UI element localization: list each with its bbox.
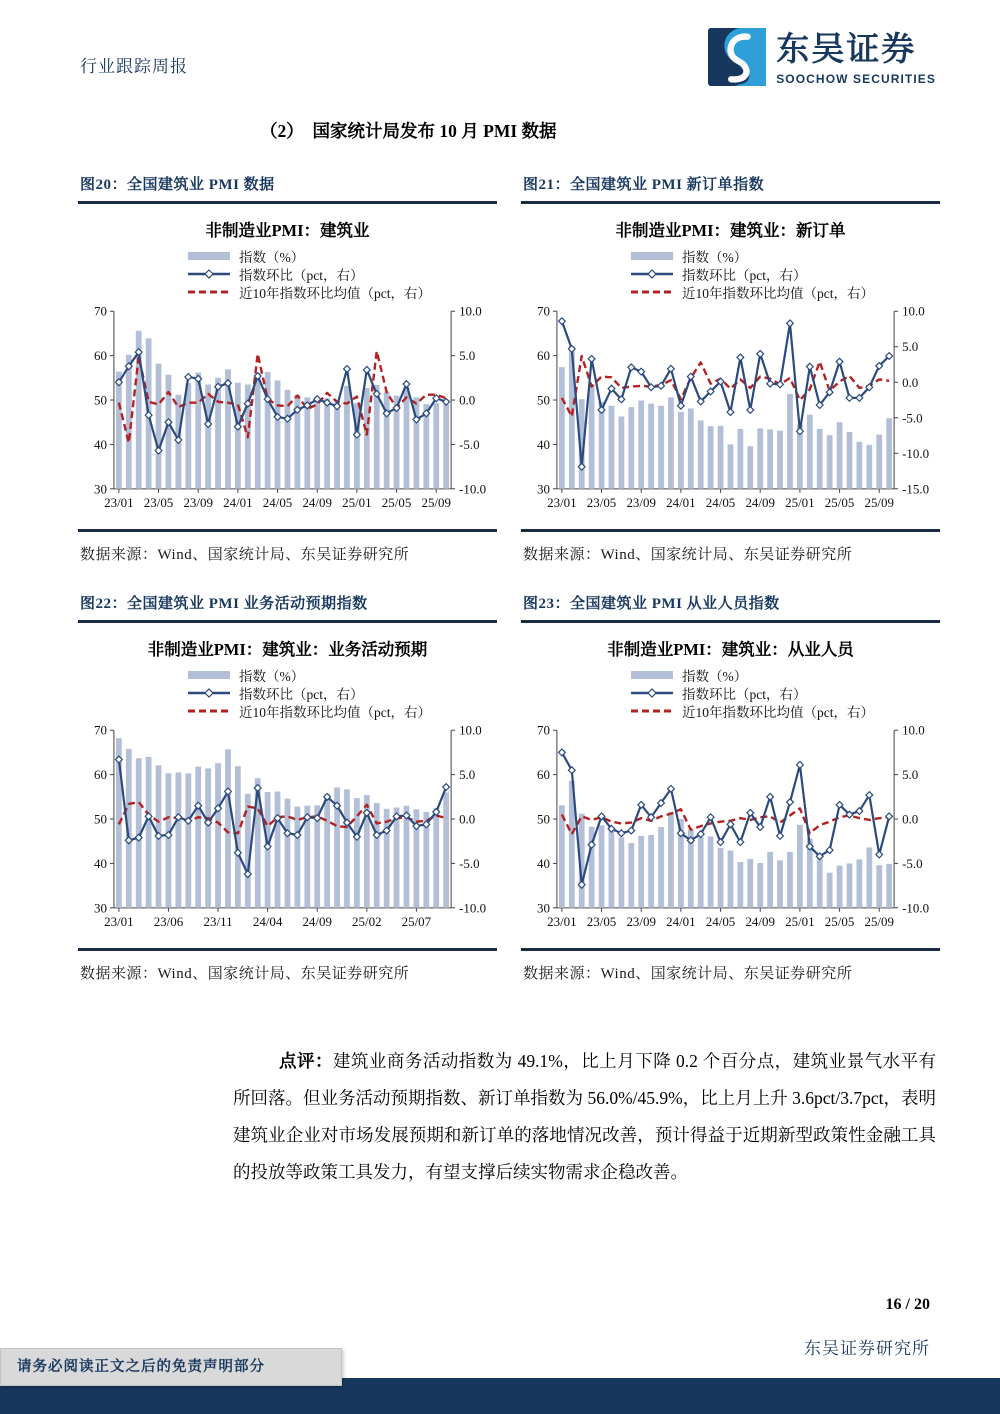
dash-swatch-icon	[186, 286, 232, 298]
figure-caption: 图22：全国建筑业 PMI 业务活动预期指数	[78, 592, 497, 623]
figure-panel-20	[78, 173, 497, 566]
figure-panel-23	[521, 592, 940, 985]
svg-text:5.0: 5.0	[902, 339, 919, 355]
svg-text:30: 30	[93, 900, 107, 916]
bars-series	[116, 331, 449, 489]
svg-text:-5.0: -5.0	[902, 855, 923, 871]
svg-text:23/09: 23/09	[626, 494, 656, 510]
svg-text:0.0: 0.0	[902, 811, 919, 827]
legend-item-avg	[186, 702, 497, 720]
line-swatch-icon	[629, 687, 675, 699]
legend-item-mom	[186, 265, 497, 283]
legend-label: 近10年指数环比均值（pct，右）	[239, 705, 431, 720]
line-swatch-icon	[186, 687, 232, 699]
legend-label: 指数环比（pct，右）	[682, 268, 807, 283]
legend-item-mom	[629, 684, 940, 702]
svg-text:70: 70	[93, 303, 107, 319]
svg-text:25/05: 25/05	[824, 494, 855, 510]
legend-item-avg	[629, 283, 940, 301]
page-number: 16 / 20	[885, 1296, 930, 1313]
figure-caption: 图21：全国建筑业 PMI 新订单指数	[521, 173, 940, 204]
legend-item-mom	[629, 265, 940, 283]
chart-title: 非制造业PMI：建筑业	[205, 221, 370, 240]
svg-text:23/06: 23/06	[153, 913, 184, 929]
pmi-chart-svg	[521, 722, 940, 938]
pmi-chart-svg	[521, 303, 940, 519]
dash-swatch-icon	[186, 705, 232, 717]
bar-swatch-icon	[186, 250, 232, 262]
svg-text:40: 40	[93, 855, 107, 871]
svg-text:-10.0: -10.0	[902, 445, 930, 461]
figure-caption: 图20：全国建筑业 PMI 数据	[78, 173, 497, 204]
svg-text:5.0: 5.0	[459, 348, 476, 364]
figure-caption: 图23：全国建筑业 PMI 从业人员指数	[521, 592, 940, 623]
comment-body: 建筑业商务活动指数为 49.1%，比上月下降 0.2 个百分点，建筑业景气水平有所回落。但业务活动预期指数、新订单指数为 56.0%/45.9%，比上月上升 3.6pct/3.7pct，表明建筑业企业对市场发展预期和新订单的落地情况改善，预计得益于近期新型政策性金融工具的投放等政策工具发力，有望支撑后续实物需求企稳改善。	[233, 1051, 937, 1182]
chart-title: 非制造业PMI：建筑业：从业人员	[607, 640, 854, 659]
svg-text:-5.0: -5.0	[459, 436, 480, 452]
svg-text:25/01: 25/01	[342, 494, 372, 510]
dash-swatch-icon	[629, 705, 675, 717]
brand-name-cn: 东吴证券	[776, 32, 917, 68]
legend-label: 近10年指数环比均值（pct，右）	[239, 286, 431, 301]
svg-text:40: 40	[93, 436, 107, 452]
section-title: （2） 国家统计局发布 10 月 PMI 数据	[260, 121, 557, 141]
svg-text:23/09: 23/09	[626, 913, 656, 929]
bars-series	[116, 738, 449, 908]
bar-swatch-icon	[629, 669, 675, 681]
brand-logo	[708, 28, 936, 91]
source-note: 数据来源：Wind、国家统计局、东吴证券研究所	[523, 966, 853, 982]
svg-text:24/05: 24/05	[262, 494, 293, 510]
svg-text:25/09: 25/09	[864, 913, 894, 929]
legend-label: 指数（%）	[682, 250, 748, 265]
svg-text:60: 60	[536, 767, 550, 783]
legend-label: 指数环比（pct，右）	[239, 687, 364, 702]
svg-text:24/01: 24/01	[666, 494, 696, 510]
bar-swatch-icon	[186, 669, 232, 681]
svg-text:10.0: 10.0	[902, 303, 925, 319]
svg-text:-5.0: -5.0	[902, 410, 923, 426]
legend-item-index	[629, 247, 940, 265]
figure-grid	[78, 173, 940, 985]
svg-text:23/01: 23/01	[104, 494, 134, 510]
svg-text:50: 50	[536, 392, 550, 408]
chart-legend	[629, 666, 940, 720]
chart-legend	[186, 666, 497, 720]
svg-text:30: 30	[536, 481, 550, 497]
svg-text:24/09: 24/09	[302, 494, 332, 510]
svg-text:5.0: 5.0	[459, 767, 476, 783]
source-note: 数据来源：Wind、国家统计局、东吴证券研究所	[80, 966, 410, 982]
svg-text:23/09: 23/09	[183, 494, 213, 510]
chart-title: 非制造业PMI：建筑业：新订单	[615, 221, 846, 240]
pmi-chart-svg	[78, 722, 497, 938]
legend-item-index	[186, 247, 497, 265]
chart-legend	[629, 247, 940, 301]
report-type-label: 行业跟踪周报	[80, 57, 188, 76]
svg-text:30: 30	[536, 900, 550, 916]
svg-text:24/09: 24/09	[302, 913, 332, 929]
svg-text:25/07: 25/07	[401, 913, 432, 929]
legend-label: 指数环比（pct，右）	[682, 687, 807, 702]
pmi-chart-svg	[78, 303, 497, 519]
disclaimer-note: 请务必阅读正文之后的免责声明部分	[0, 1348, 342, 1386]
svg-text:25/02: 25/02	[352, 913, 382, 929]
svg-text:10.0: 10.0	[459, 722, 482, 738]
figure-panel-22	[78, 592, 497, 985]
svg-text:70: 70	[536, 722, 550, 738]
svg-text:50: 50	[93, 811, 107, 827]
svg-text:23/05: 23/05	[586, 494, 617, 510]
line-swatch-icon	[629, 268, 675, 280]
svg-text:25/01: 25/01	[785, 494, 815, 510]
legend-label: 指数（%）	[239, 669, 305, 684]
svg-text:23/05: 23/05	[586, 913, 617, 929]
brand-text	[776, 34, 936, 85]
comment-paragraph	[233, 1043, 936, 1191]
svg-text:10.0: 10.0	[459, 303, 482, 319]
svg-text:40: 40	[536, 855, 550, 871]
svg-text:60: 60	[536, 348, 550, 364]
svg-text:30: 30	[93, 481, 107, 497]
svg-text:24/05: 24/05	[705, 913, 736, 929]
svg-text:23/01: 23/01	[547, 913, 577, 929]
svg-text:5.0: 5.0	[902, 767, 919, 783]
svg-text:-5.0: -5.0	[459, 855, 480, 871]
bar-swatch-icon	[629, 250, 675, 262]
svg-text:-15.0: -15.0	[902, 481, 930, 497]
svg-text:24/04: 24/04	[252, 913, 283, 929]
bars-series	[559, 781, 892, 908]
svg-text:24/01: 24/01	[223, 494, 253, 510]
svg-text:0.0: 0.0	[902, 374, 919, 390]
svg-text:70: 70	[93, 722, 107, 738]
svg-text:-10.0: -10.0	[459, 481, 487, 497]
legend-label: 近10年指数环比均值（pct，右）	[682, 705, 874, 720]
svg-text:25/09: 25/09	[864, 494, 894, 510]
svg-text:60: 60	[93, 767, 107, 783]
line-swatch-icon	[186, 268, 232, 280]
svg-text:50: 50	[93, 392, 107, 408]
legend-item-mom	[186, 684, 497, 702]
svg-text:24/09: 24/09	[745, 494, 775, 510]
svg-text:25/05: 25/05	[381, 494, 412, 510]
svg-text:24/05: 24/05	[705, 494, 736, 510]
svg-text:40: 40	[536, 436, 550, 452]
chart-title: 非制造业PMI：建筑业：业务活动预期	[147, 640, 428, 659]
axes	[110, 730, 455, 912]
svg-text:25/09: 25/09	[421, 494, 451, 510]
figure-panel-21	[521, 173, 940, 566]
svg-text:24/01: 24/01	[666, 913, 696, 929]
svg-text:-10.0: -10.0	[902, 900, 930, 916]
svg-text:23/11: 23/11	[203, 913, 233, 929]
legend-item-avg	[629, 702, 940, 720]
legend-item-index	[629, 666, 940, 684]
svg-text:70: 70	[536, 303, 550, 319]
legend-label: 近10年指数环比均值（pct，右）	[682, 286, 874, 301]
legend-item-index	[186, 666, 497, 684]
svg-text:-10.0: -10.0	[459, 900, 487, 916]
svg-text:25/05: 25/05	[824, 913, 855, 929]
svg-text:23/05: 23/05	[143, 494, 174, 510]
svg-text:10.0: 10.0	[902, 722, 925, 738]
svg-text:0.0: 0.0	[459, 392, 476, 408]
comment-label: 点评：	[279, 1051, 333, 1071]
soochow-logo-icon	[708, 28, 766, 91]
svg-text:60: 60	[93, 348, 107, 364]
svg-text:23/01: 23/01	[104, 913, 134, 929]
source-note: 数据来源：Wind、国家统计局、东吴证券研究所	[523, 547, 853, 563]
legend-label: 指数环比（pct，右）	[239, 268, 364, 283]
brand-name-en: SOOCHOW SECURITIES	[776, 72, 936, 86]
svg-text:25/01: 25/01	[785, 913, 815, 929]
chart-legend	[186, 247, 497, 301]
dash-swatch-icon	[629, 286, 675, 298]
svg-text:24/09: 24/09	[745, 913, 775, 929]
svg-text:23/01: 23/01	[547, 494, 577, 510]
svg-text:50: 50	[536, 811, 550, 827]
svg-text:0.0: 0.0	[459, 811, 476, 827]
legend-label: 指数（%）	[682, 669, 748, 684]
legend-label: 指数（%）	[239, 250, 305, 265]
legend-item-avg	[186, 283, 497, 301]
footer-institute: 东吴证券研究所	[804, 1339, 930, 1358]
source-note: 数据来源：Wind、国家统计局、东吴证券研究所	[80, 547, 410, 563]
